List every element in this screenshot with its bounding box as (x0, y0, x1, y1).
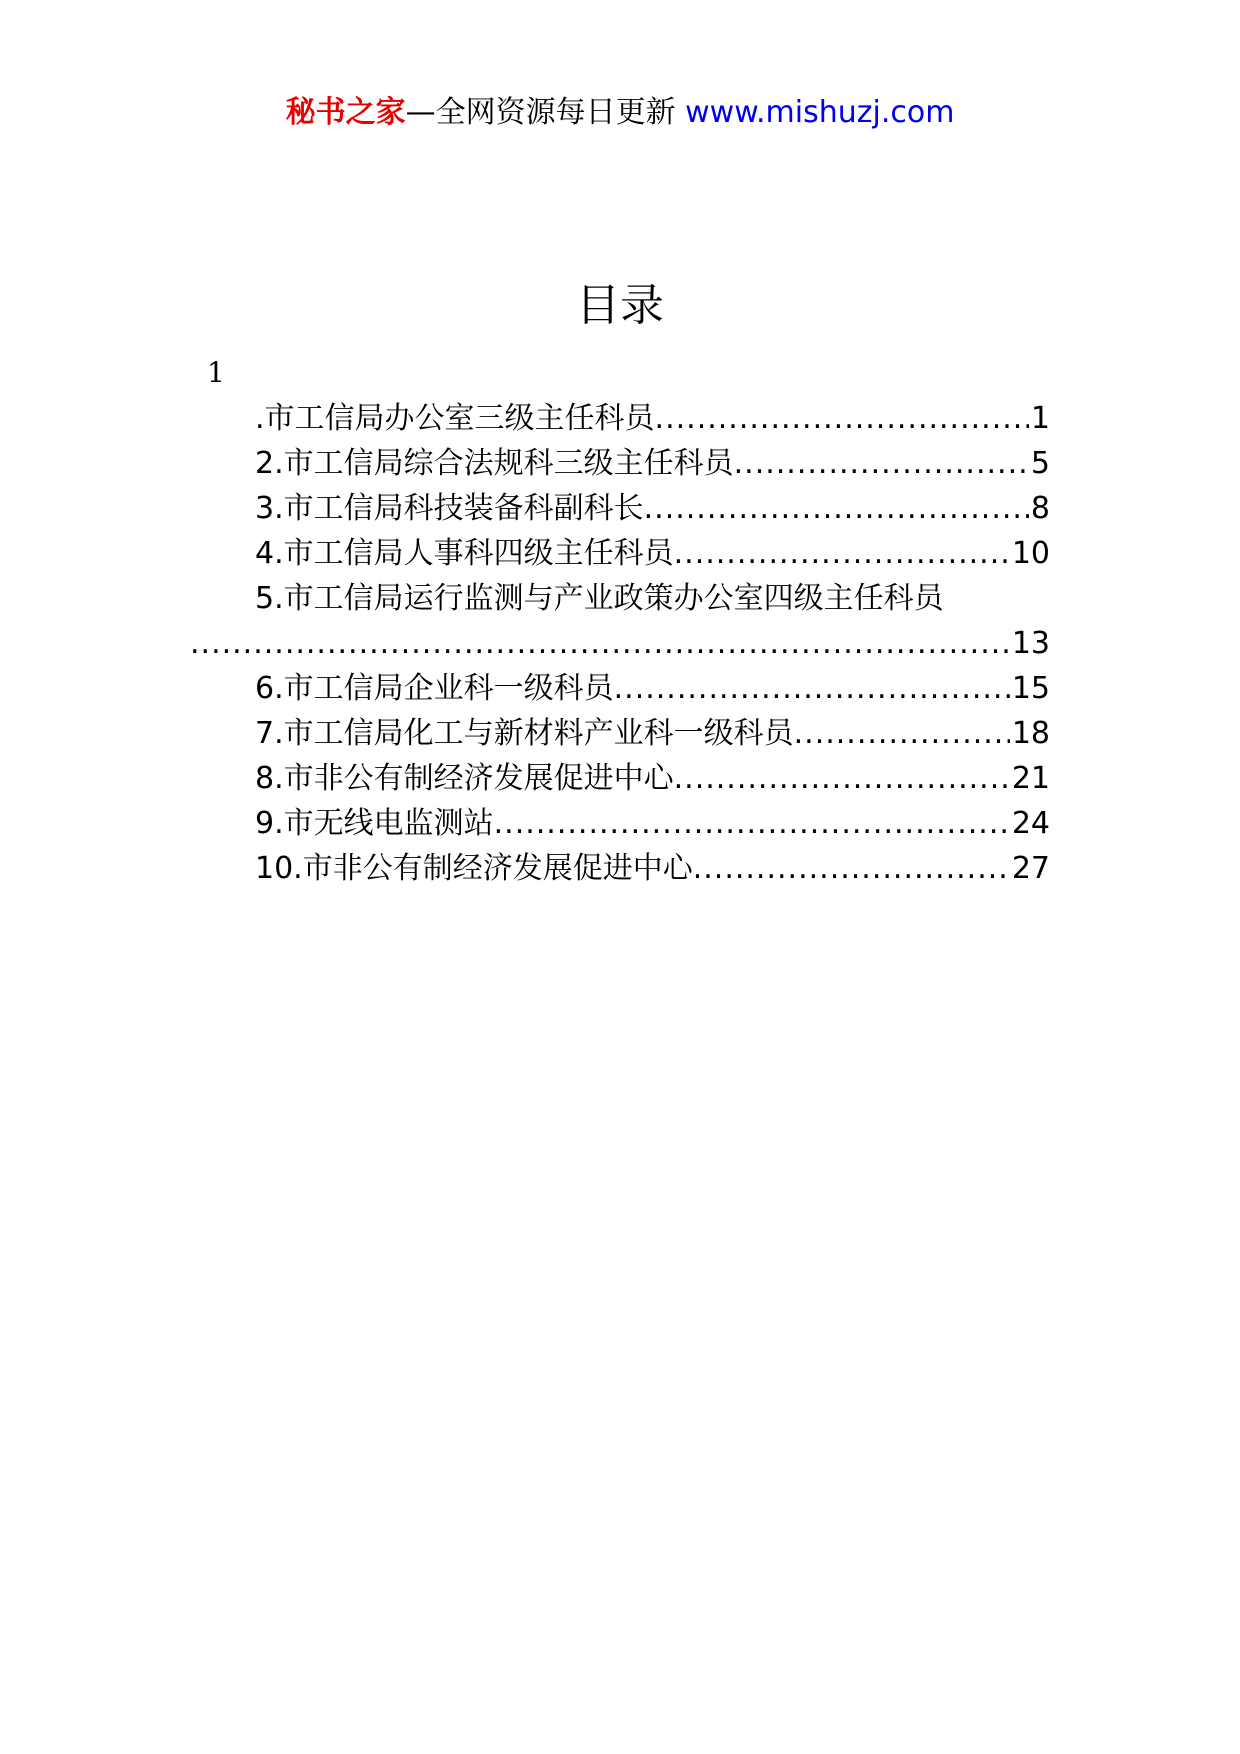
toc-page-number: 10 (1011, 536, 1050, 571)
toc-leader-dots (655, 396, 1029, 441)
toc-leader-dots (644, 486, 1029, 531)
toc-entry-9[interactable] (190, 801, 1050, 846)
toc-leader-dots (494, 801, 1010, 846)
toc-leader-dots (190, 621, 1010, 666)
toc-entry-label: 5.市工信局运行监测与产业政策办公室四级主任科员 (255, 581, 944, 616)
site-banner (0, 93, 1240, 133)
toc-entry-label: 2.市工信局综合法规科三级主任科员 (255, 446, 734, 481)
toc-page-number: 8 (1030, 491, 1050, 526)
toc-leader-dots (734, 441, 1029, 486)
toc-leader-dots (693, 846, 1010, 891)
toc-entry-label: 3.市工信局科技装备科副科长 (255, 491, 644, 526)
toc-page-number: 13 (1011, 626, 1050, 661)
brand-name: 秘书之家 (285, 95, 406, 130)
toc-entry-3[interactable] (190, 486, 1050, 531)
toc-entry-label: 9.市无线电监测站 (255, 806, 494, 841)
toc-leader-dots (674, 531, 1010, 576)
toc-entry-1[interactable] (190, 396, 1050, 441)
toc-entry-label: 7.市工信局化工与新材料产业科一级科员 (255, 716, 794, 751)
banner-slogan: —全网资源每日更新 (405, 95, 676, 130)
site-url-link[interactable]: www.mishuzj.com (685, 95, 955, 130)
toc-entry-label: .市工信局办公室三级主任科员 (255, 401, 655, 436)
toc-page-number: 27 (1011, 851, 1050, 886)
toc-entry-label: 8.市非公有制经济发展促进中心 (255, 761, 674, 796)
toc-page-number: 1 (1030, 401, 1050, 436)
toc-stray-number: 1 (207, 356, 225, 389)
toc-entry-7[interactable] (190, 711, 1050, 756)
toc-page-number: 5 (1030, 446, 1050, 481)
toc-entry-label: 4.市工信局人事科四级主任科员 (255, 536, 674, 571)
toc-page-number: 18 (1011, 716, 1050, 751)
table-of-contents (190, 396, 1050, 891)
toc-entry-2[interactable] (190, 441, 1050, 486)
toc-page-number: 15 (1011, 671, 1050, 706)
toc-leader-dots (614, 666, 1010, 711)
toc-entry-label: 10.市非公有制经济发展促进中心 (255, 851, 693, 886)
toc-entry-label: 6.市工信局企业科一级科员 (255, 671, 614, 706)
page-title: 目录 (576, 280, 664, 331)
toc-entry-5[interactable] (190, 576, 1050, 666)
toc-entry-6[interactable] (190, 666, 1050, 711)
toc-leader-dots (794, 711, 1010, 756)
toc-page-number: 21 (1011, 761, 1050, 796)
toc-entry-8[interactable] (190, 756, 1050, 801)
toc-leader-dots (674, 756, 1010, 801)
toc-entry-10[interactable] (190, 846, 1050, 891)
toc-entry-continuation (190, 621, 1050, 666)
toc-entry-4[interactable] (190, 531, 1050, 576)
toc-page-number: 24 (1011, 806, 1050, 841)
